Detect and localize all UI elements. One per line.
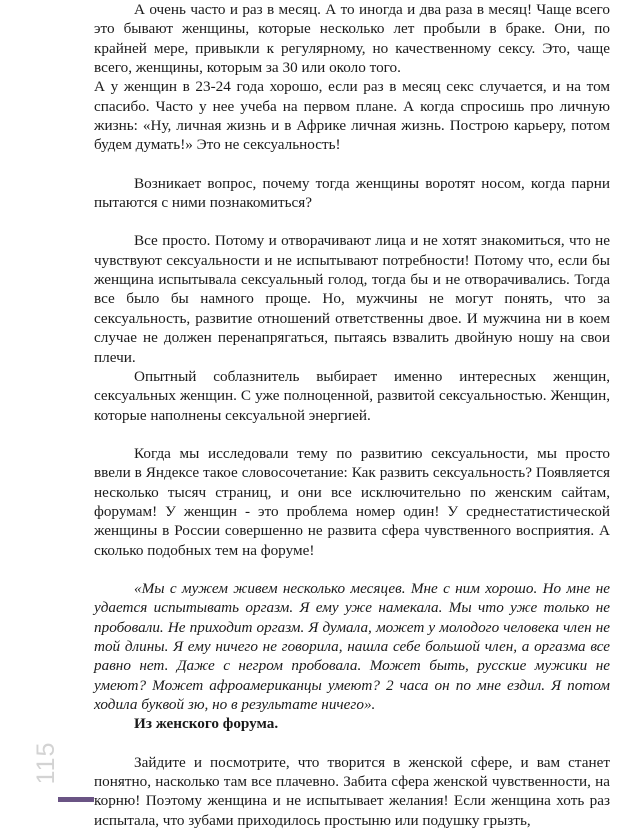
- paragraph-6: Когда мы исследовали тему по развитию сексуальности, мы просто ввели в Яндексе такое словосочетание: Как развить сексуальность? Появляется несколько тысяч страниц, и они все исключительно по женским сайтам, форумам! У женщин - это проблема номер один! У среднестатистической женщины в России совершенно не развита сфера чувственного восприятия. А сколько подобных тем на форуме!: [94, 444, 610, 559]
- footer-accent-bar: [58, 797, 94, 802]
- page-number: 115: [31, 741, 60, 785]
- paragraph-gap: [94, 734, 610, 753]
- document-body: [94, 0, 610, 830]
- paragraph-gap: [94, 560, 610, 579]
- paragraph-5: Опытный соблазнитель выбирает именно интересных женщин, сексуальных женщин. С уже полноценной, развитой сексуальностью. Женщин, которые наполнены сексуальной энергией.: [94, 367, 610, 424]
- paragraph-2: А у женщин в 23-24 года хорошо, если раз в месяц секс случается, и на том спасибо. Часто у нее учеба на первом плане. А когда спросишь про личную жизнь: «Ну, личная жизнь и в Африке личная жизнь. Построю карьеру, потом будем думать!» Это не сексуальность!: [94, 78, 610, 154]
- paragraph-4: Все просто. Потому и отворачивают лица и не хотят знакомиться, что не чувствуют сексуальности и не испытывают потребности! Потому что, если бы женщина испытывала сексуальный голод, тогда бы и не отворачивались. Тогда все было бы намного проще. Но, мужчины не могут понять, что за сексуальность, развитие отношений ответственны двое. И мужчина ни в коем случае не должен перенапрягаться, пытаясь взвалить двойную ношу на свои плечи.: [94, 232, 610, 366]
- paragraph-1: А очень часто и раз в месяц. А то иногда и два раза в месяц! Чаще всего это бывают женщины, которые несколько лет пробыли в браке. Они, по крайней мере, привыкли к регулярному, но качественному сексу. Это, чаще всего, женщины, которым за 30 или около того.: [94, 1, 610, 77]
- quote-source: Из женского форума.: [134, 715, 279, 733]
- paragraph-3: Возникает вопрос, почему тогда женщины воротят носом, когда парни пытаются с ними познакомиться?: [94, 174, 610, 212]
- paragraph-gap: [94, 212, 610, 231]
- paragraph-gap: [94, 425, 610, 444]
- forum-quote: «Мы с мужем живем несколько месяцев. Мне с ним хорошо. Но мне не удается испытывать оргазм. Я ему уже намекала. Мы что уже только не пробовали. Не приходит оргазм. Я думала, может у молодого человека член не той длины. Я ему ничего не говорила, нашла себе большой член, а оргазма все равно нет. Даже с негром пробовала. Может быть, русские мужики не умеют? Может афроамериканцы умеют? 2 часа он по мне ездил. Я потом ходила буквой зю, но в результате ничего».: [94, 579, 610, 713]
- paragraph-7: Зайдите и посмотрите, что творится в женской сфере, и вам станет понятно, насколько там все плачевно. Забита сфера женской чувственности, на корню! Поэтому женщина и не испытывает желания! Если женщина хоть раз испытала, что зубами приходилось простыню или подушку грызть,: [94, 753, 610, 829]
- paragraph-gap: [94, 155, 610, 174]
